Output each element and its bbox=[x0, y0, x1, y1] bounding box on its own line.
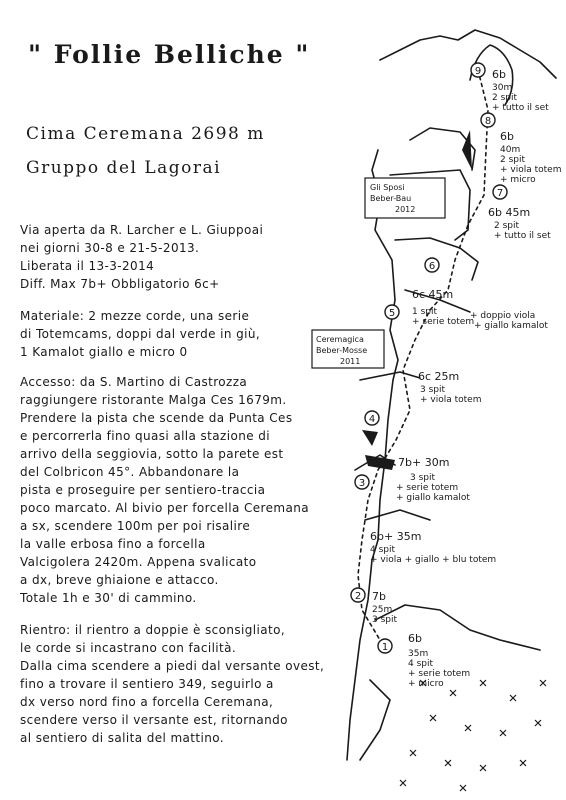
svg-text:25m: 25m bbox=[372, 605, 393, 615]
svg-text:9: 9 bbox=[474, 66, 482, 77]
base-slope bbox=[375, 605, 540, 650]
dark-roof bbox=[365, 455, 395, 470]
svg-text:7b: 7b bbox=[372, 590, 386, 603]
svg-text:3: 3 bbox=[358, 478, 366, 489]
svg-text:6c 25m: 6c 25m bbox=[418, 370, 460, 383]
svg-text:+ doppio viola: + doppio viola bbox=[470, 311, 536, 321]
mountain-group: Gruppo del Lagorai bbox=[26, 158, 222, 178]
svg-text:35m: 35m bbox=[408, 649, 429, 659]
svg-text:+ viola totem: + viola totem bbox=[500, 165, 562, 175]
material-line: Materiale: 2 mezze corde, una serie bbox=[20, 309, 250, 323]
info-line: Diff. Max 7b+ Obbligatorio 6c+ bbox=[20, 277, 220, 291]
svg-text:+ giallo kamalot: + giallo kamalot bbox=[396, 493, 470, 503]
descent-line: al sentiero di salita del mattino. bbox=[20, 731, 224, 745]
svg-text:40m: 40m bbox=[500, 145, 521, 155]
belay-8 bbox=[481, 113, 495, 127]
svg-text:3 spit: 3 spit bbox=[410, 473, 436, 483]
route-box-gli-sposi-line2: Beber-Bau bbox=[370, 194, 412, 203]
summit-outline bbox=[380, 30, 556, 78]
svg-text:+ tutto il set: + tutto il set bbox=[494, 231, 551, 241]
access-line: raggiungere ristorante Malga Ces 1679m. bbox=[20, 393, 287, 407]
pitch-4 bbox=[396, 456, 470, 503]
route-box-gli-sposi-line1: Gli Sposi bbox=[370, 183, 405, 192]
belay-3 bbox=[355, 475, 369, 489]
svg-text:3 spit: 3 spit bbox=[420, 385, 446, 395]
svg-text:+ serie totem: + serie totem bbox=[408, 669, 471, 679]
svg-text:4: 4 bbox=[368, 414, 376, 425]
pitch-6 bbox=[412, 288, 548, 331]
svg-text:6b 45m: 6b 45m bbox=[488, 206, 531, 219]
svg-text:1 spit: 1 spit bbox=[412, 307, 438, 317]
svg-text:+ viola totem: + viola totem bbox=[420, 395, 482, 405]
access-line: e percorrerla fino quasi alla stazione di bbox=[20, 429, 270, 443]
descent-line: fino a trovare il sentiero 349, seguirlo a bbox=[20, 677, 274, 691]
svg-text:3 spit: 3 spit bbox=[372, 615, 398, 625]
info-line: nei giorni 30-8 e 21-5-2013. bbox=[20, 241, 200, 255]
belay-1 bbox=[378, 639, 392, 653]
svg-text:1: 1 bbox=[381, 642, 389, 653]
access-line: Valcigolera 2420m. Appena svalicato bbox=[20, 555, 257, 569]
svg-text:+ serie totem: + serie totem bbox=[412, 317, 475, 327]
svg-text:6b: 6b bbox=[492, 68, 506, 81]
descent-line: dx verso nord fino a forcella Ceremana, bbox=[20, 695, 274, 709]
info-line: Via aperta da R. Larcher e L. Giuppoai bbox=[20, 223, 264, 237]
svg-text:7: 7 bbox=[496, 188, 504, 199]
svg-text:6c 45m: 6c 45m bbox=[412, 288, 454, 301]
belay-9 bbox=[471, 63, 485, 77]
route-box-ceremagica-line1: Ceremagica bbox=[316, 335, 364, 344]
pitch-8 bbox=[500, 130, 561, 185]
pitch-2 bbox=[372, 590, 397, 625]
access-line: pista e proseguire per sentiero-traccia bbox=[20, 483, 266, 497]
svg-text:8: 8 bbox=[484, 116, 492, 127]
svg-text:6b: 6b bbox=[500, 130, 514, 143]
info-line: Liberata il 13-3-2014 bbox=[20, 259, 155, 273]
svg-text:+ tutto il set: + tutto il set bbox=[492, 103, 549, 113]
descent-line: Dalla cima scendere a piedi dal versante ovest, bbox=[20, 659, 325, 673]
svg-text:6b: 6b bbox=[408, 632, 422, 645]
belay-6 bbox=[425, 258, 439, 272]
svg-text:4 spit: 4 spit bbox=[370, 545, 396, 555]
route-box-ceremagica-line2: Beber-Mosse bbox=[316, 346, 368, 355]
access-line: la valle erbosa fino a forcella bbox=[20, 537, 206, 551]
belay-5 bbox=[385, 305, 399, 319]
route-box-gli-sposi-line3: 2012 bbox=[395, 205, 416, 214]
svg-text:+ micro: + micro bbox=[500, 175, 536, 185]
pitch-9 bbox=[492, 68, 549, 113]
access-line: del Colbricon 45°. Abbandonare la bbox=[20, 465, 240, 479]
lower-ledge-3 bbox=[365, 510, 430, 520]
svg-text:+ giallo kamalot: + giallo kamalot bbox=[474, 321, 548, 331]
pitch-1 bbox=[408, 632, 470, 689]
route-box-ceremagica-line3: 2011 bbox=[340, 357, 361, 366]
wall-left-edge bbox=[347, 150, 398, 760]
access-line: poco marcato. Al bivio per forcella Ceremana bbox=[20, 501, 309, 515]
svg-text:2 spit: 2 spit bbox=[500, 155, 526, 165]
access-line: arrivo della seggiovia, sotto la parete est bbox=[20, 447, 284, 461]
belay-2 bbox=[351, 588, 365, 602]
svg-text:4 spit: 4 spit bbox=[408, 659, 434, 669]
svg-text:7b+ 30m: 7b+ 30m bbox=[398, 456, 450, 469]
pitch-5 bbox=[418, 370, 481, 405]
svg-text:2 spit: 2 spit bbox=[492, 93, 518, 103]
access-line: a sx, scendere 100m per poi risalire bbox=[20, 519, 251, 533]
descent-line: Rientro: il rientro a doppie è sconsigliato, bbox=[20, 623, 286, 637]
material-line: 1 Kamalot giallo e micro 0 bbox=[20, 345, 188, 359]
access-line: Prendere la pista che scende da Punta Ces bbox=[20, 411, 293, 425]
svg-text:6b+ 35m: 6b+ 35m bbox=[370, 530, 422, 543]
svg-text:6: 6 bbox=[428, 261, 436, 272]
belay-4 bbox=[365, 411, 379, 425]
route-title: " Follie Belliche " bbox=[28, 40, 311, 69]
base-rock bbox=[360, 680, 390, 760]
belay-7 bbox=[493, 185, 507, 199]
pitch-7 bbox=[488, 206, 551, 241]
svg-text:30m: 30m bbox=[492, 83, 513, 93]
svg-text:5: 5 bbox=[388, 308, 396, 319]
svg-text:+ viola + giallo + blu totem: + viola + giallo + blu totem bbox=[370, 555, 497, 565]
summit-name: Cima Ceremana 2698 m bbox=[26, 124, 265, 144]
descent-line: scendere verso il versante est, ritornando bbox=[20, 713, 288, 727]
access-line: Totale 1h e 30' di cammino. bbox=[20, 591, 197, 605]
grass-marks bbox=[400, 680, 546, 791]
material-line: di Totemcams, doppi dal verde in giù, bbox=[20, 327, 261, 341]
lower-ledge-1 bbox=[360, 372, 420, 380]
dark-roof-2 bbox=[362, 430, 378, 446]
svg-text:2 spit: 2 spit bbox=[494, 221, 520, 231]
svg-text:+ micro: + micro bbox=[408, 679, 444, 689]
access-line: a dx, breve ghiaione e attacco. bbox=[20, 573, 219, 587]
svg-text:+ serie totem: + serie totem bbox=[396, 483, 459, 493]
pitch-3 bbox=[370, 530, 496, 565]
svg-text:2: 2 bbox=[354, 591, 362, 602]
descent-line: le corde si incastrano con facilità. bbox=[20, 641, 237, 655]
access-line: Accesso: da S. Martino di Castrozza bbox=[20, 375, 248, 389]
